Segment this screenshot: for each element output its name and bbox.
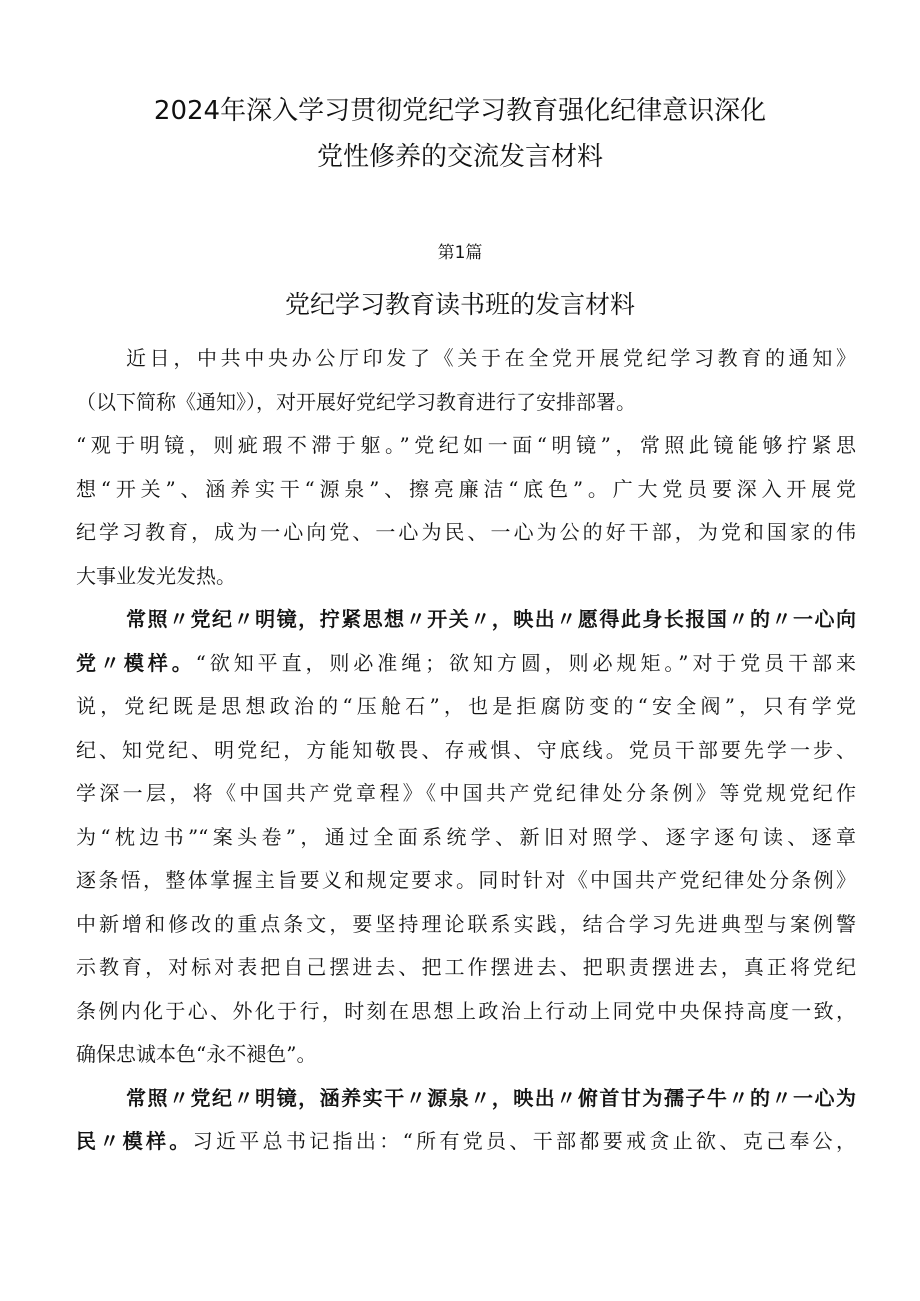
body-line — [76, 381, 856, 425]
body-line — [76, 859, 856, 903]
body-line — [76, 685, 856, 729]
body-line-text: 近日，中共中央办公厅印发了《关于在全党开展党纪学习教育的通知》 — [126, 346, 856, 370]
body-line — [76, 990, 856, 1034]
body-line-text: 习近平总书记指出：“所有党员、干部都要戒贪止欲、克己奉公， — [192, 1129, 856, 1153]
body-line-text: “观于明镜，则疵瑕不滞于躯。”党纪如一面“明镜”，常照此镜能够拧紧思 — [76, 433, 856, 457]
body-line — [76, 1033, 856, 1077]
body-line — [76, 424, 856, 468]
body-line-text: 为“枕边书”“案头卷”，通过全面系统学、新旧对照学、逐字逐句读、逐章 — [76, 824, 856, 849]
body-line — [76, 816, 856, 860]
body-line — [76, 772, 856, 816]
body-line — [76, 337, 856, 381]
body-line-text: 中新增和修改的重点条文，要坚持理论联系实践，结合学习先进典型与案例警 — [76, 911, 856, 936]
body-line — [76, 903, 856, 947]
body-line-text: 示教育，对标对表把自己摆进去、把工作摆进去、把职责摆进去，真正将党纪 — [76, 955, 856, 979]
body-line-text: “欲知平直，则必准绳；欲知方圆，则必规矩。”对于党员干部来 — [195, 650, 857, 675]
body-line — [76, 468, 856, 512]
body-line — [76, 555, 856, 599]
title-line-1: 2024年深入学习贯彻党纪学习教育强化纪律意识深化 — [153, 96, 767, 126]
bold-heading-text: 常照〃党纪〃明镜，拧紧思想〃开关〃，映出〃愿得此身长报国〃的〃一心向 — [126, 607, 856, 631]
body-line — [76, 1077, 856, 1121]
body-line — [76, 642, 856, 686]
body-line-text: 学深一层，将《中国共产党章程》《中国共产党纪律处分条例》等党规党纪作 — [76, 781, 856, 805]
body-line-text: 大事业发光发热。 — [76, 563, 236, 588]
body-text — [76, 337, 856, 1164]
bold-heading-text: 常照〃党纪〃明镜，涵养实干〃源泉〃，映出〃俯首甘为孺子牛〃的〃一心为 — [126, 1085, 856, 1110]
title-line-2: 党性修养的交流发言材料 — [316, 142, 603, 172]
body-line — [76, 598, 856, 642]
body-line-text: 纪学习教育，成为一心向党、一心为民、一心为公的好干部，为党和国家的伟 — [76, 520, 856, 544]
body-line — [76, 729, 856, 773]
bold-heading-text: 党〃模样。 — [76, 650, 196, 675]
body-line-text: 确保忠诚本色“永不褪色”。 — [76, 1042, 317, 1066]
body-line — [76, 511, 856, 555]
body-line-text: 条例内化于心、外化于行，时刻在思想上政治上行动上同党中央保持高度一致， — [76, 998, 856, 1023]
body-line — [76, 1120, 856, 1164]
bold-heading-text: 民〃模样。 — [76, 1129, 193, 1153]
body-line — [76, 946, 856, 990]
body-line-text: （以下简称《通知》），对开展好党纪学习教育进行了安排部署。 — [76, 389, 636, 414]
piece-number: 第1篇 — [437, 243, 483, 263]
document-title — [60, 88, 860, 180]
body-line-text: 纪、知党纪、明党纪，方能知敬畏、存戒惧、守底线。党员干部要先学一步、 — [76, 737, 856, 762]
section-title: 党纪学习教育读书班的发言材料 — [284, 290, 635, 319]
body-line-text: 逐条悟，整体掌握主旨要义和规定要求。同时针对《中国共产党纪律处分条例》 — [76, 868, 856, 892]
body-line-text: 想“开关”、涵养实干“源泉”、擦亮廉洁“底色”。广大党员要深入开展党 — [76, 476, 856, 501]
body-line-text: 说，党纪既是思想政治的“压舱石”，也是拒腐防变的“安全阀”，只有学党 — [76, 694, 856, 718]
